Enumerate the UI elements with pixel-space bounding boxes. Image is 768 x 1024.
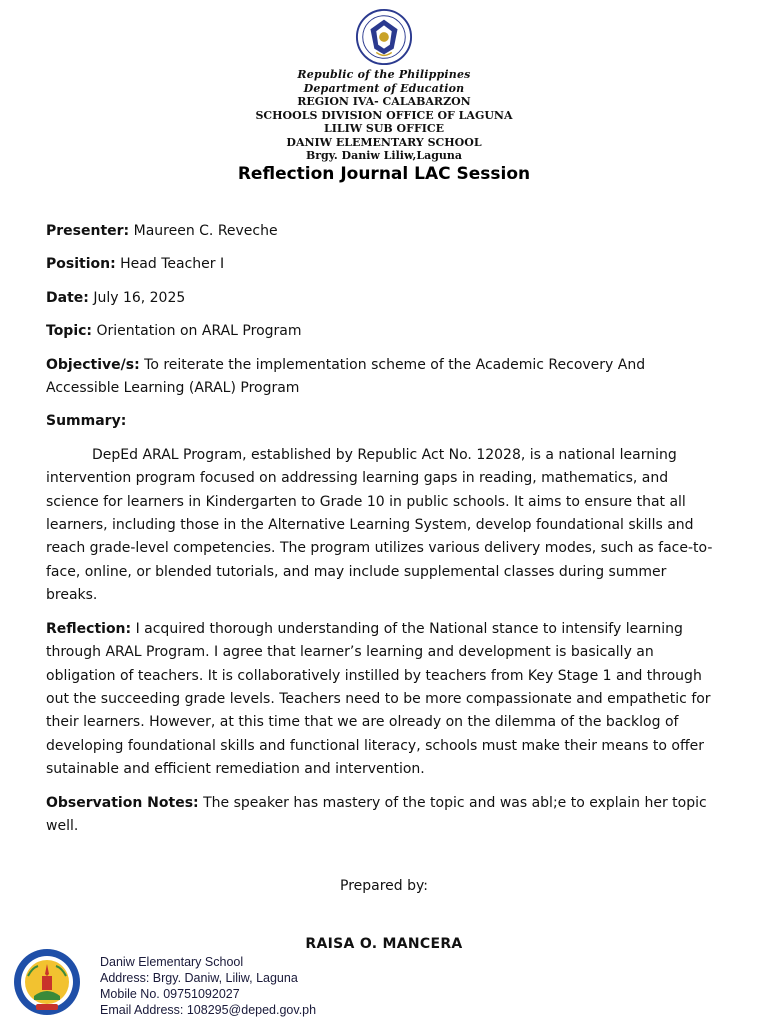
presenter-value: Maureen C. Reveche xyxy=(133,223,278,239)
footer-mobile: Mobile No. 09751092027 xyxy=(100,987,240,1001)
reflection-label: Reflection: xyxy=(46,620,132,637)
deped-seal-icon xyxy=(355,8,413,66)
presenter-label: Presenter: xyxy=(46,223,130,239)
presenter-field xyxy=(46,220,722,243)
header-line-department: Department of Education xyxy=(303,81,465,95)
observation-text: The speaker has mastery of the topic and was abl;e to explain her topic well. xyxy=(46,794,707,834)
header-line-division: SCHOOLS DIVISION OFFICE OF LAGUNA xyxy=(255,108,513,122)
prepared-by-label: Prepared by: xyxy=(340,878,428,894)
objectives-label: Objective/s: xyxy=(46,356,140,373)
header-line-sub-office: LILIW SUB OFFICE xyxy=(323,122,445,135)
date-field xyxy=(46,287,722,310)
header-line-address: Brgy. Daniw Liliw,Laguna xyxy=(305,149,463,162)
footer-email: Email Address: 108295@deped.gov.ph xyxy=(100,1003,317,1017)
topic-value: Orientation on ARAL Program xyxy=(96,323,302,340)
letterhead-lines xyxy=(0,68,768,163)
footer xyxy=(12,946,412,1022)
date-label: Date: xyxy=(46,289,89,306)
signatory-name: RAISA O. MANCERA xyxy=(305,936,463,952)
school-logo-icon xyxy=(12,946,82,1018)
position-value: Head Teacher I xyxy=(120,256,225,273)
observation-label: Observation Notes: xyxy=(46,794,199,811)
position-label: Position: xyxy=(46,256,116,273)
summary-paragraph: DepEd ARAL Program, established by Republic Act No. 12028, is a national learning intervention program focused on addressing learning gaps in reading, mathematics, and science for learners in Kindergarten to Grade 10 in public schools. It aims to ensure that all learners, including those in the Alternative Learning System, develop foundational skills and reach grade-level competencies. The program utilizes various delivery modes, such as face-to-face, online, or blended tutorials, and may include supplemental classes during summer breaks. xyxy=(46,446,713,604)
reflection-paragraph xyxy=(46,618,722,782)
summary-heading xyxy=(46,410,722,433)
header-line-republic: Republic of the Philippines xyxy=(297,68,471,81)
document-title: Reflection Journal LAC Session xyxy=(237,164,531,184)
summary-label: Summary: xyxy=(46,413,127,430)
header-line-region: REGION IVA- CALABARZON xyxy=(297,95,471,108)
objectives-value: To reiterate the implementation scheme of the Academic Recovery And Accessible Learning (ARAL) Program xyxy=(46,356,646,397)
footer-school: Daniw Elementary School xyxy=(100,955,244,969)
topic-field xyxy=(46,320,722,343)
header-line-school: DANIW ELEMENTARY SCHOOL xyxy=(286,135,482,149)
objectives-field xyxy=(46,354,722,401)
footer-address: Address: Brgy. Daniw, Liliw, Laguna xyxy=(100,971,298,985)
date-value: July 16, 2025 xyxy=(93,289,186,306)
position-field xyxy=(46,253,722,276)
topic-label: Topic: xyxy=(46,323,93,340)
footer-contact xyxy=(100,954,316,1018)
observation-paragraph xyxy=(46,792,722,839)
letterhead xyxy=(0,8,768,163)
reflection-text: I acquired thorough understanding of the National stance to intensify learning through ARAL Program. I agree that learner’s learning and development is basically an obligation of teachers. It is collaboratively instilled by teachers from Key Stage 1 and through out the succeeding grade levels. Teachers need to be more compassionate and empathetic for their learners. However, at this time that we are olready on the dilemma of the backlog of developing foundational skills and functional literacy, schools must make their means to offer sutainable and efficient remediation and intervention. xyxy=(46,620,711,778)
journal-content xyxy=(46,220,722,848)
